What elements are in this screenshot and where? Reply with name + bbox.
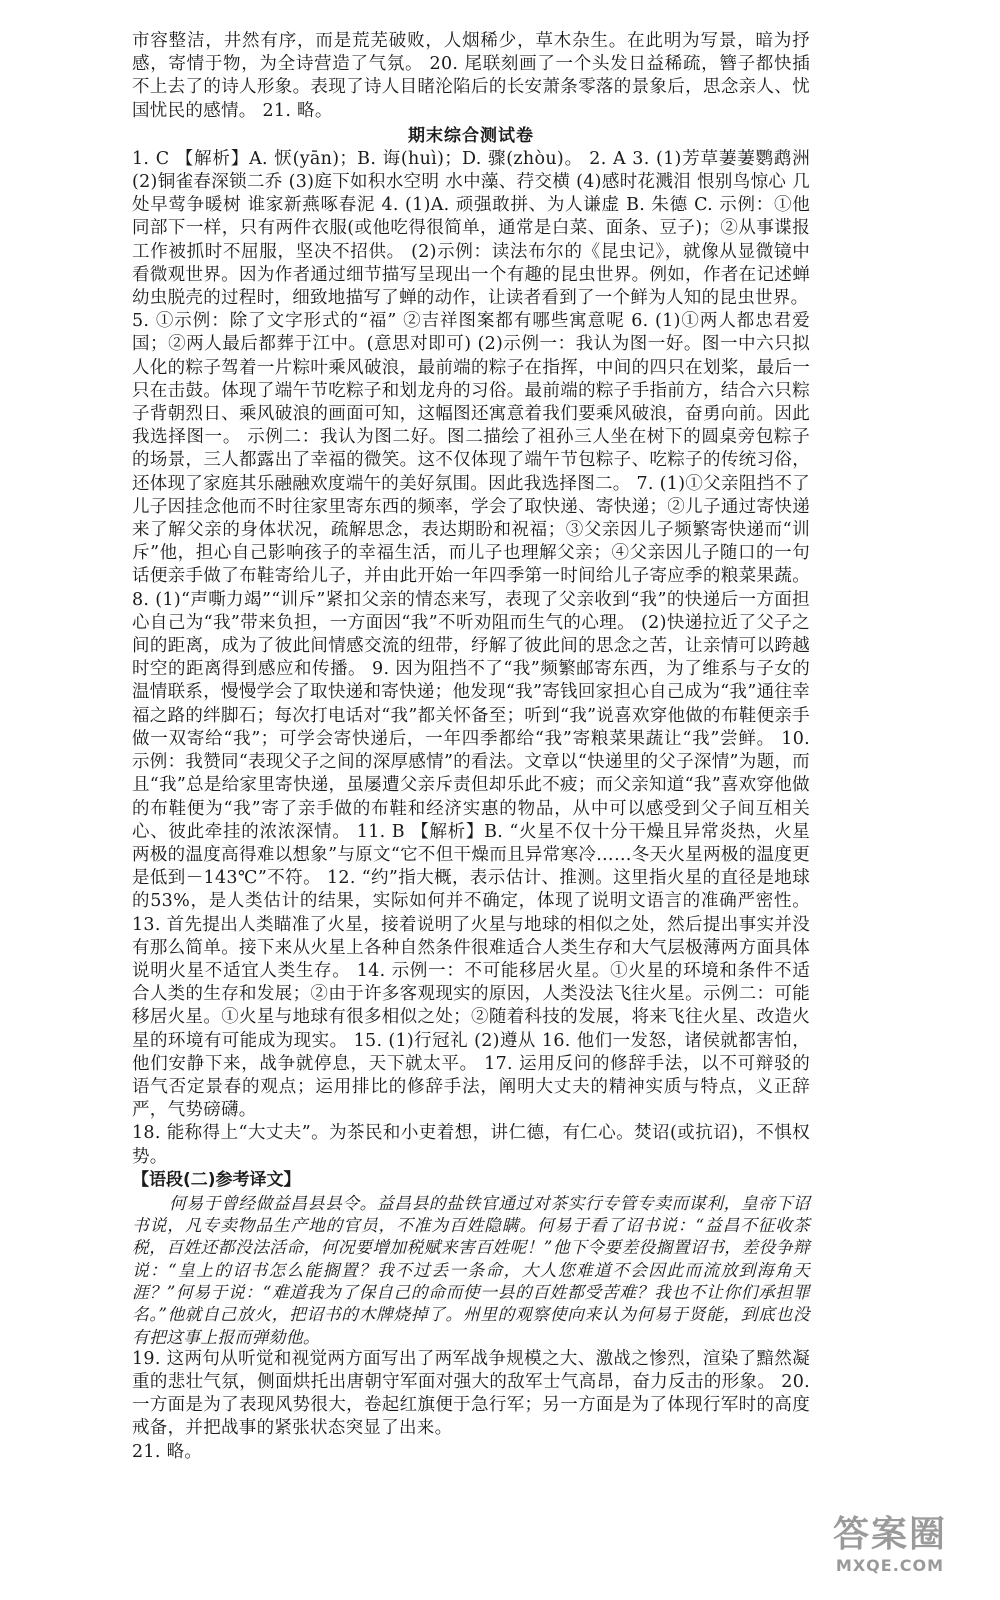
answer-paragraph-18: 18. 能称得上“大丈夫”。为茶民和小吏着想，讲仁德，有仁心。焚诏(或抗诏)，不惧权势。	[132, 1123, 810, 1167]
exam-title: 期末综合测试卷	[408, 125, 534, 146]
watermark-logo	[820, 1514, 960, 1580]
answer-paragraph-1-4: 1. C 【解析】A. 恹(yān)；B. 诲(huì)；D. 骤(zhòu)。 2. A 3. (1)芳草萋萋鹦鹉洲 (2)铜雀春深锁二乔 (3)庭下如积水空明 水中藻、荇交横 (4)感时花溅泪 恨别鸟惊心 几处早莺争暖树 谁家新燕啄春泥 4. (1)A. 顽强敢拼、为人谦虚 B. 朱德 C. 示例：①他同部下一样，只有两件衣服(或他吃得很简单，通常是白菜、面条、豆子)；②从事谍报工作被抓时不屈服，坚决不招供。 (2)示例：读法布尔的《昆虫记》，就像从显微镜中看微观世界。因为作者通过细节描写呈现出一个有趣的昆虫世界。例如，作者在记述蝉幼虫脱壳的过程时，细致地描写了蝉的动作，让读者看到了一个鲜为人知的昆虫世界。	[132, 148, 810, 309]
watermark-url: MXQE.COM	[835, 1556, 945, 1575]
answer-page	[132, 30, 810, 1464]
answer-paragraph-21: 21. 略。	[132, 1441, 203, 1462]
answer-paragraph-top: 市容整洁，井然有序，而是荒芜破败，人烟稀少，草木杂生。在此明为写景，暗为抒感，寄情于物，为全诗营造了气氛。 20. 尾联刻画了一个头发日益稀疏，簪子都快插不上去了的诗人形象。表现了诗人目睹沦陷后的长安萧条零落的景象后，思念亲人、忧国忧民的感情。 21. 略。	[132, 31, 810, 121]
answer-paragraph-5-17: 5. ①示例：除了文字形式的“福” ②吉祥图案都有哪些寓意呢 6. (1)①两人都忠君爱国；②两人最后都葬于江中。(意思对即可) (2)示例一：我认为图一好。图一中六只拟人化的粽子驾着一片粽叶乘风破浪，最前端的粽子在指挥，中间的四只在划桨，最后一只在击鼓。体现了端午节吃粽子和划龙舟的习俗。最前端的粽子手指前方，结合六只粽子背朝烈日、乘风破浪的画面可知，这幅图还寓意着我们要乘风破浪，奋勇向前。因此我选择图一。 示例二：我认为图二好。图二描绘了祖孙三人坐在树下的圆桌旁包粽子的场景，三人都露出了幸福的微笑。这不仅体现了端午节包粽子、吃粽子的传统习俗，还体现了家庭其乐融融欢度端午的美好氛围。因此我选择图二。 7. (1)①父亲阻挡不了儿子因挂念他而不时往家里寄东西的频率，学会了取快递、寄快递；②儿子通过寄快递来了解父亲的身体状况，疏解思念，表达期盼和祝福；③父亲因儿子频繁寄快递而“训斥”他，担心自己影响孩子的幸福生活，而儿子也理解父亲；④父亲因儿子随口的一句话便亲手做了布鞋寄给儿子，并由此开始一年四季第一时间给儿子寄应季的粮菜果蔬。 8. (1)“声嘶力竭”“训斥”紧扣父亲的情态来写，表现了父亲收到“我”的快递后一方面担心自己为“我”带来负担，一方面因“我”不听劝阻而生气的心理。 (2)快递拉近了父子之间的距离，成为了彼此间情感交流的纽带，纾解了彼此间的思念之苦，让亲情可以跨越时空的距离得到感应和传播。 9. 因为阻挡不了“我”频繁邮寄东西，为了维系与子女的温情联系，慢慢学会了取快递和寄快递；他发现“我”寄钱回家担心自己成为“我”通往幸福之路的绊脚石；每次打电话对“我”都关怀备至；听到“我”说喜欢穿他做的布鞋便亲手做一双寄给“我”；可学会寄快递后，一年四季都给“我”寄粮菜果蔬让“我”尝鲜。 10. 示例：我赞同“表现父子之间的深厚感情”的看法。文章以“快递里的父子深情”为题，而且“我”总是给家里寄快递，虽屡遭父亲斥责但却乐此不疲；而父亲知道“我”喜欢穿他做的布鞋便为“我”寄了亲手做的布鞋和经济实惠的物品，从中可以感受到父子间互相关心、彼此牵挂的浓浓深情。 11. B 【解析】B. “火星不仅十分干燥且异常炎热，火星两极的温度高得难以想象”与原文“它不但干燥而且异常寒冷……冬天火星两极的温度更是低到－143℃”不符。 12. “约”指大概，表示估计、推测。这里指火星的直径是地球的53%，是人类估计的结果，实际如何并不确定，体现了说明文语言的准确严密性。 13. 首先提出人类瞄准了火星，接着说明了火星与地球的相似之处，然后提出事实并没有那么简单。接下来从火星上各种自然条件很难适合人类生存和大气层极薄两方面具体说明火星不适宜人类生存。 14. 示例一：不可能移居火星。①火星的环境和条件不适合人类的生存和发展；②由于许多客观现实的原因，人类没法飞往火星。示例二：可能移居火星。①火星与地球有很多相似之处；②随着科技的发展，将来飞往火星、改造火星的环境有可能成为现实。 15. (1)行冠礼 (2)遵从 16. 他们一发怒，诸侯就都害怕，他们安静下来，战争就停息，天下就太平。 17. 运用反问的修辞手法，以不可辩驳的语气否定景春的观点；运用排比的修辞手法，阐明大丈夫的精神实质与特点，义正辞严，气势磅礴。	[132, 311, 810, 1121]
answer-paragraph-19-20: 19. 这两句从听觉和视觉两方面写出了两军战争规模之大、激战之惨烈，渲染了黯然凝重的悲壮气氛，侧面烘托出唐朝守军面对强大的敌军士气高昂，奋力反击的形象。 20. 一方面是为了表现风势很大，卷起红旗便于急行军；另一方面是为了体现行军时的高度戒备，并把战事的紧张状态突显了出来。	[132, 1348, 810, 1439]
watermark-logo-text: 答案圈	[832, 1514, 947, 1555]
translation-heading: 【语段(二)参考译文】	[132, 1169, 301, 1190]
translation-text: 何易于曾经做益昌县县令。益昌县的盐铁官通过对茶实行专管专卖而谋利，皇帝下诏书说，凡专卖物品生产地的官员，不准为百姓隐瞒。何易于看了诏书说：“益昌不征收茶税，百姓还都没法活命，何况要增加税赋来害百姓呢！”他下令要差役搁置诏书，差役争辩说：“皇上的诏书怎么能搁置？我不过丢一条命，大人您难道不会因此而流放到海角天涯？”何易于说：“难道我为了保自己的命而使一县的百姓都受苦难？我也不让你们承担罪名。”他就自己放火，把诏书的木牌烧掉了。州里的观察使向来认为何易于贤能，到底也没有把这事上报而弹劾他。	[132, 1192, 810, 1347]
